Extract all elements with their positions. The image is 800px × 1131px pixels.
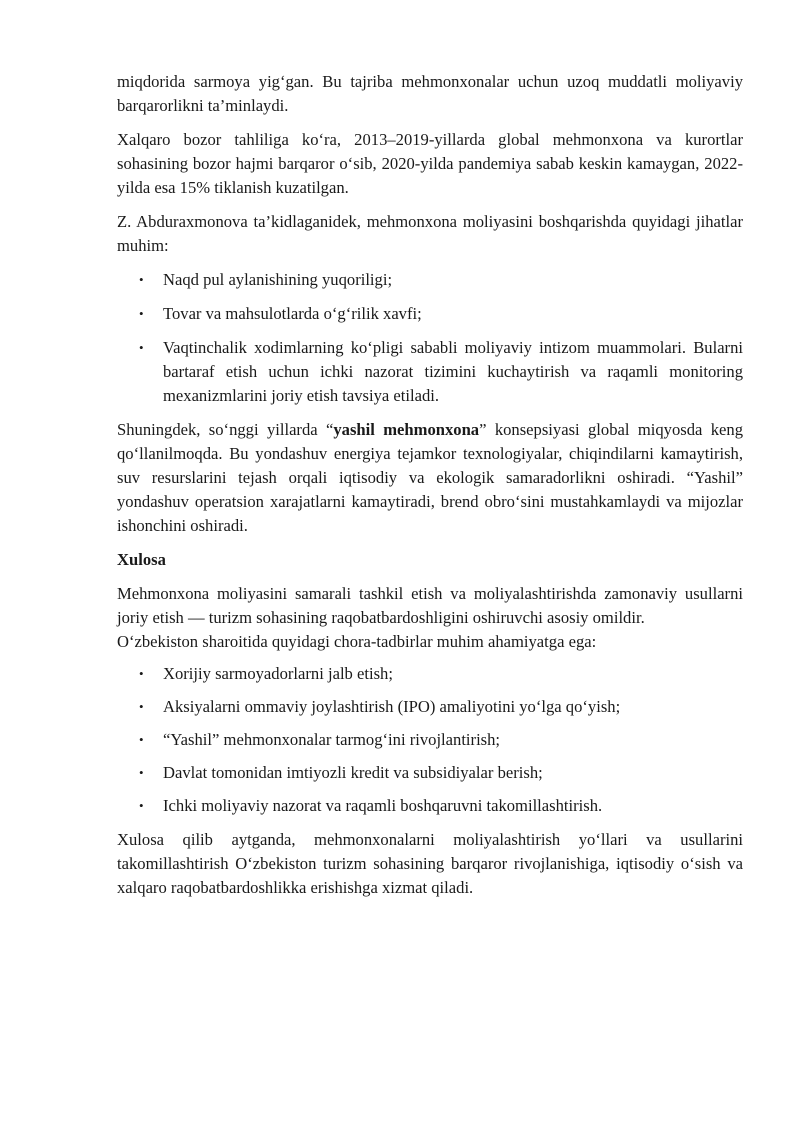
list-item: • Ichki moliyaviy nazorat va raqamli boshqaruvni takomillashtirish. [117,794,743,818]
list-item: • Naqd pul aylanishining yuqoriligi; [117,268,743,292]
list-item: • Xorijiy sarmoyadorlarni jalb etish; [117,662,743,686]
green-hotel-bold-term: yashil mehmonxona [333,420,480,439]
list-item: • Vaqtinchalik xodimlarning ko‘pligi sababli moliyaviy intizom muammolari. Bularni bartaraf etish uchun ichki nazorat tizimini kuchaytirish va raqamli monitoring mexanizmlarini joriy etish tavsiya etiladi. [117,336,743,408]
measures-list [117,662,743,818]
list-item: • Tovar va mahsulotlarda o‘g‘rilik xavfi; [117,302,743,326]
paragraph-key-aspects-intro: Z. Abduraxmonova ta’kidlaganidek, mehmonxona moliyasini boshqarishda quyidagi jihatlar muhim: [117,212,743,255]
list-item: • “Yashil” mehmonxonalar tarmog‘ini rivojlantirish; [117,728,743,752]
list-item: • Davlat tomonidan imtiyozli kredit va subsidiyalar berish; [117,761,743,785]
paragraph-continuation: miqdorida sarmoya yig‘gan. Bu tajriba mehmonxonalar uchun uzoq muddatli moliyaviy barqarorlikni ta’minlaydi. [117,72,743,115]
section-heading-conclusion: Xulosa [117,550,166,569]
green-hotel-text-after: ” konsepsiyasi global miqyosda keng qo‘llanilmoqda. Bu yondashuv energiya tejamkor texnologiyalar, chiqindilarni kamaytirish, suv resurslarini tejash orqali iqtisodiy va ekologik samaradorlikni oshiradi. “Yashil” yondashuv operatsion xarajatlarni kamaytiradi, brend obro‘sini mustahkamlaydi va mijozlar ishonchini oshiradi. [117,420,743,535]
paragraph-conclusion-main: Mehmonxona moliyasini samarali tashkil etish va moliyalashtirishda zamonaviy usullarni joriy etish — turizm sohasining raqobatbardoshligini oshiruvchi asosiy omildir. [117,584,743,627]
green-hotel-text-before: Shuningdek, so‘nggi yillarda “ [117,420,334,439]
paragraph-green-hotel [117,418,743,538]
paragraph-market-analysis: Xalqaro bozor tahliliga ko‘ra, 2013–2019-yillarda global mehmonxona va kurortlar sohasining bozor hajmi barqaror o‘sib, 2020-yilda pandemiya sabab keskin kamaygan, 2022-yilda esa 15% tiklanish kuzatilgan. [117,130,743,197]
document-page [117,70,743,910]
paragraph-final-summary: Xulosa qilib aytganda, mehmonxonalarni moliyalashtirish yo‘llari va usullarini takomillashtirish O‘zbekiston turizm sohasining barqaror rivojlanishiga, iqtisodiy o‘sish va xalqaro raqobatbardoshlikka erishishga xizmat qiladi. [117,830,743,897]
paragraph-measures-intro: O‘zbekiston sharoitida quyidagi chora-tadbirlar muhim ahamiyatga ega: [117,632,597,651]
list-item: • Aksiyalarni ommaviy joylashtirish (IPO) amaliyotini yo‘lga qo‘yish; [117,695,743,719]
key-aspects-list [117,268,743,408]
